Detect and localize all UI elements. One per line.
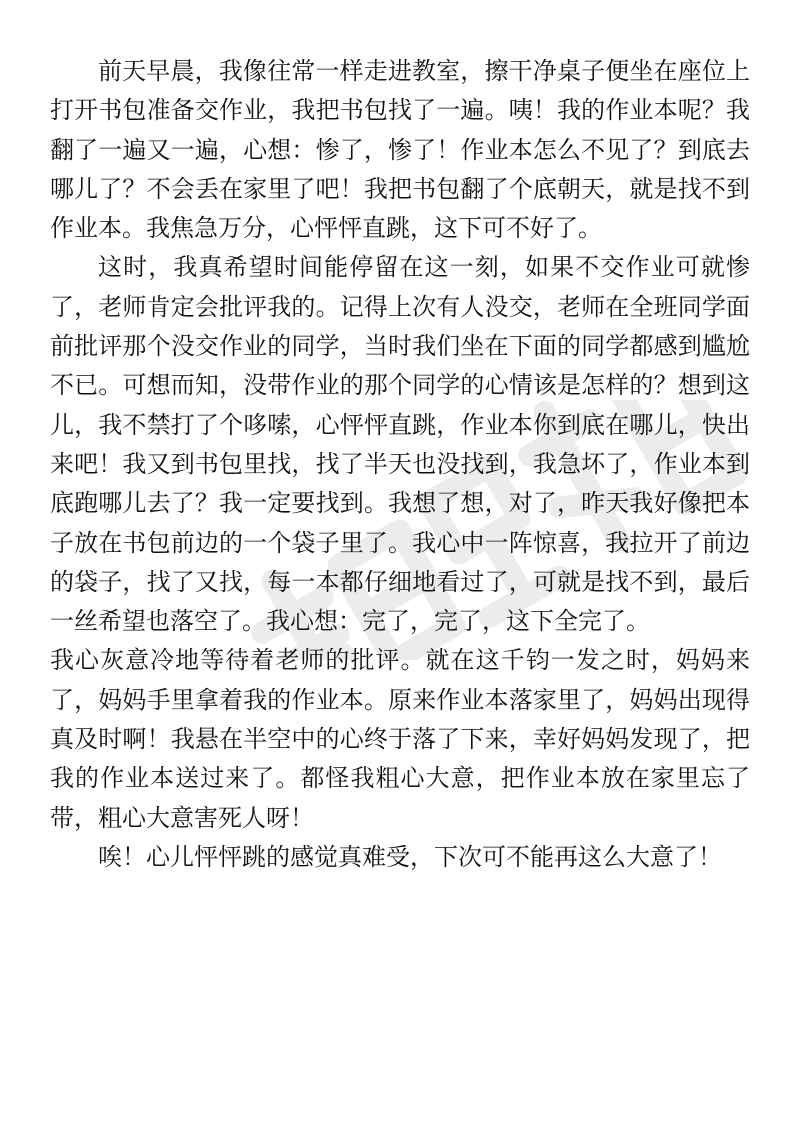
paragraph-3: 我心灰意冷地等待着老师的批评。就在这千钧一发之时，妈妈来了，妈妈手里拿着我的作业本。原来作业本落家里了，妈妈出现得真及时啊！我悬在半空中的心终于落了下来，幸好妈妈发现了，把我的作业本送过来了。都怪我粗心大意，把作业本放在家里忘了带，粗心大意害死人呀！	[50, 646, 750, 832]
paragraph-1: 前天早晨，我像往常一样走进教室，擦干净桌子便坐在座位上打开书包准备交作业，我把书包找了一遍。咦！我的作业本呢？我翻了一遍又一遍，心想：惨了，惨了！作业本怎么不见了？到底去哪儿了？不会丢在家里了吧！我把书包翻了个底朝天，就是找不到作业本。我焦急万分，心怦怦直跳，这下可不好了。	[50, 57, 750, 243]
paragraph-2: 这时，我真希望时间能停留在这一刻，如果不交作业可就惨了，老师肯定会批评我的。记得上次有人没交，老师在全班同学面前批评那个没交作业的同学，当时我们坐在下面的同学都感到尴尬不已。可想而知，没带作业的那个同学的心情该是怎样的？想到这儿，我不禁打了个哆嗦，心怦怦直跳，作业本你到底在哪儿，快出来吧！我又到书包里找，找了半天也没找到，我急坏了，作业本到底跑哪儿去了？我一定要找到。我想了想，对了，昨天我好像把本子放在书包前边的一个袋子里了。我心中一阵惊喜，我拉开了前边的袋子，找了又找，每一本都仔细地看过了，可就是找不到，最后一丝希望也落空了。我心想：完了，完了，这下全完了。	[50, 253, 750, 636]
paragraph-4: 唉！心儿怦怦跳的感觉真难受，下次可不能再这么大意了！	[98, 842, 722, 871]
article-body	[50, 52, 750, 877]
